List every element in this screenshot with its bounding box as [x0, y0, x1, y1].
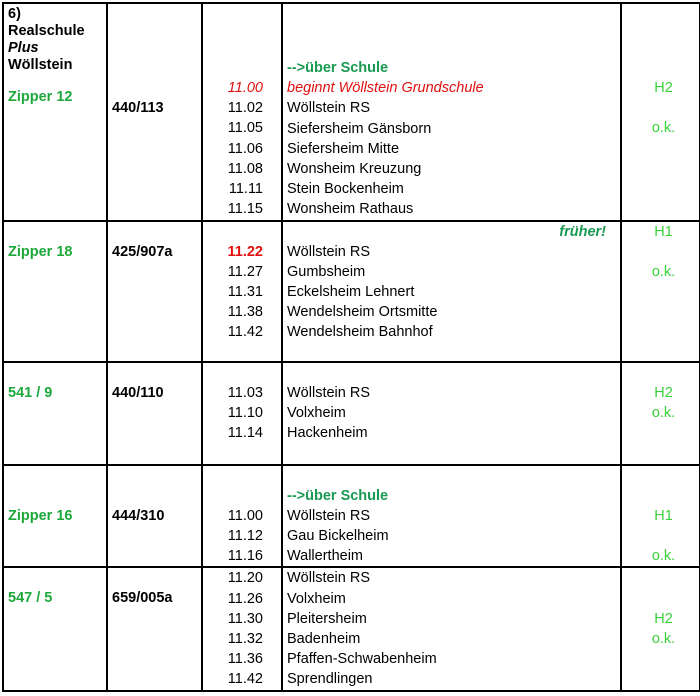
- hall-label: H2: [654, 80, 673, 96]
- school-header: [4, 4, 106, 74]
- status-label: o.k.: [651, 548, 676, 565]
- stop-cell: Wöllstein RS: [287, 570, 370, 587]
- stop-cell: Gau Bickelheim: [287, 528, 389, 545]
- status-label: o.k.: [651, 404, 676, 421]
- time-cell: 11.36: [227, 651, 263, 668]
- stop-cell: Eckelsheim Lehnert: [287, 284, 415, 301]
- time-cell: 11.42: [227, 671, 263, 688]
- time-cell: 11.16: [227, 548, 263, 565]
- table-row: [3, 465, 700, 568]
- table-row: [3, 221, 700, 362]
- time-cell: 11.12: [227, 528, 263, 545]
- route-name: Zipper 16: [8, 507, 73, 524]
- time-cell: 11.14: [227, 425, 263, 442]
- line-number: 440/113: [112, 100, 164, 116]
- line-number: 440/110: [112, 384, 164, 401]
- stop-cell: Volxheim: [287, 404, 346, 421]
- bus-schedule-table: [2, 2, 700, 692]
- route-note: -->über Schule: [287, 487, 389, 504]
- status-label: o.k.: [651, 263, 676, 280]
- route-note: -->über Schule: [287, 60, 389, 76]
- route-name: 541 / 9: [8, 384, 53, 401]
- route-name: Zipper 18: [8, 243, 73, 260]
- stop-cell: Wöllstein RS: [287, 507, 370, 524]
- route-note: früher!: [559, 223, 606, 240]
- stop-cell: Wöllstein RS: [287, 243, 370, 260]
- time-cell: 11.22: [227, 243, 263, 260]
- section-number: 6): [8, 6, 21, 22]
- school-location: Wöllstein: [8, 57, 73, 73]
- hall-label: H1: [654, 223, 673, 240]
- route-name: 547 / 5: [8, 590, 53, 607]
- line-number: 425/907a: [112, 243, 173, 260]
- hall-label: H2: [654, 384, 673, 401]
- school-type: Realschule: [8, 23, 85, 39]
- time-cell: 11.15: [227, 201, 263, 218]
- time-cell: 11.32: [227, 631, 263, 647]
- time-cell: 11.00: [227, 507, 263, 524]
- time-cell: 11.06: [227, 140, 263, 157]
- stop-cell: Badenheim: [287, 631, 361, 647]
- status-label: o.k.: [651, 120, 676, 137]
- hall-label: H1: [654, 507, 673, 524]
- time-cell: 11.08: [227, 160, 263, 177]
- stop-cell: Stein Bockenheim: [287, 181, 404, 198]
- school-type-plus: Plus: [8, 40, 39, 56]
- stop-cell: Pfaffen-Schwabenheim: [287, 651, 437, 668]
- status-label: o.k.: [651, 631, 676, 647]
- table-row: [3, 3, 700, 221]
- stop-cell: Hackenheim: [287, 425, 368, 442]
- line-number: 659/005a: [112, 590, 173, 607]
- time-cell: 11.20: [227, 570, 263, 587]
- time-cell: 11.42: [227, 324, 263, 341]
- time-cell: 11.26: [227, 590, 263, 607]
- stop-cell: Wendelsheim Bahnhof: [287, 324, 433, 341]
- hall-label: H2: [654, 610, 673, 627]
- stop-cell: Siefersheim Gänsborn: [287, 120, 432, 137]
- time-cell: 11.38: [227, 304, 263, 321]
- table-row: [3, 567, 700, 690]
- stop-cell: Wallertheim: [287, 548, 364, 565]
- stop-cell: Wonsheim Rathaus: [287, 201, 414, 218]
- table-row: [3, 362, 700, 465]
- stop-cell: Volxheim: [287, 590, 346, 607]
- time-cell: 11.03: [227, 384, 263, 401]
- time-cell: 11.10: [227, 404, 263, 421]
- stop-cell: Sprendlingen: [287, 671, 373, 688]
- time-cell: 11.27: [227, 263, 263, 280]
- stop-cell: Pleitersheim: [287, 610, 367, 627]
- route-name: Zipper 12: [8, 89, 73, 105]
- stop-cell: Wöllstein RS: [287, 384, 370, 401]
- time-cell: 11.00: [227, 80, 263, 96]
- time-cell: 11.11: [228, 180, 263, 197]
- stop-cell: beginnt Wöllstein Grundschule: [287, 80, 484, 97]
- time-cell: 11.02: [227, 100, 263, 117]
- stop-cell: Wendelsheim Ortsmitte: [287, 304, 438, 321]
- time-cell: 11.30: [227, 610, 263, 627]
- time-cell: 11.05: [227, 120, 263, 137]
- stop-cell: Wonsheim Kreuzung: [287, 160, 422, 177]
- time-cell: 11.31: [227, 284, 263, 301]
- stop-cell: Siefersheim Mitte: [287, 140, 400, 157]
- stop-cell: Wöllstein RS: [287, 100, 370, 117]
- line-number: 444/310: [112, 507, 165, 524]
- stop-cell: Gumbsheim: [287, 263, 366, 280]
